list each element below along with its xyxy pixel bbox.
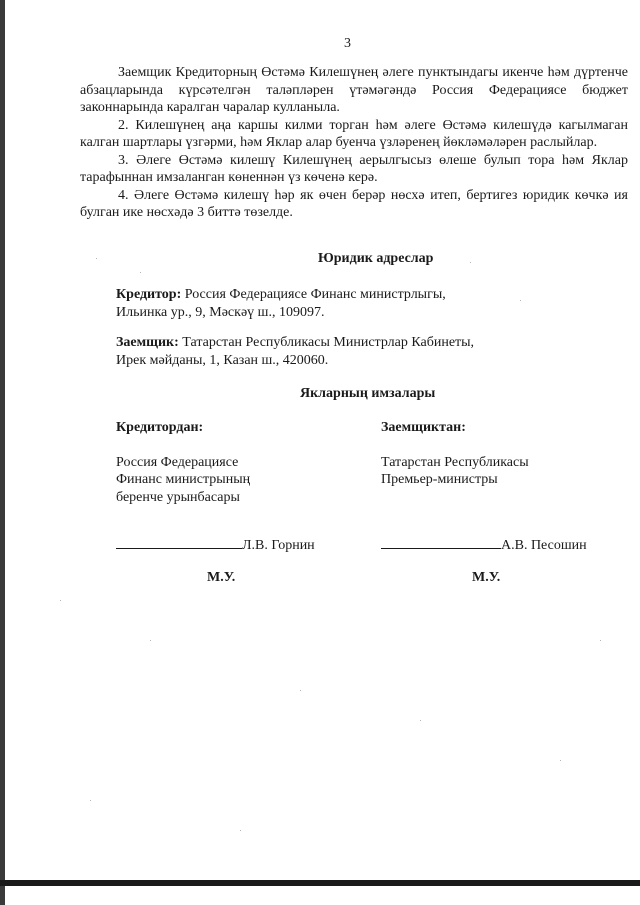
borrower-address-line2: Ирек мәйданы, 1, Казан ш., 420060.: [116, 352, 329, 368]
legal-addresses-heading: Юридик адреслар: [318, 251, 434, 266]
scan-speck: [60, 600, 61, 601]
scan-speck: [470, 262, 471, 263]
paragraph-3: 3. Әлеге Өстәмә килешү Килешүнең аерылгысыз өлеше булып тора һәм Яклар тарафыннан имзаланган көненнән үз көченә керә.: [80, 152, 628, 185]
borrower-label: Заемщик:: [116, 335, 179, 350]
creditor-caption: Кредитордан:: [116, 420, 204, 435]
creditor-signature-rule: [116, 536, 242, 549]
paragraph-1: Заемщик Кредиторның Өстәмә Килешүнең әлеге пунктындагы икенче һәм дүртенче абзацларында күрсәтелгән таләпләрен үтәмәгәндә Россия Федерациясе бюджет законнарында каралган чаралар кулланыла.: [80, 65, 628, 115]
borrower-sign-line2: Премьер-министры: [381, 472, 498, 487]
borrower-sign-line1: Татарстан Республикасы: [381, 454, 529, 470]
paragraph-4: 4. Әлеге Өстәмә килешү һәр як өчен берәр нөсхә итеп, бертигез юридик көчкә ия булган ике нөсхәдә 3 биттә төзелде.: [80, 187, 628, 220]
creditor-address-line1: [116, 286, 446, 304]
scan-speck: [96, 258, 97, 259]
creditor-address-line2: Ильинка ур., 9, Мәскәү ш., 109097.: [116, 304, 325, 320]
scan-bottom-edge: [0, 880, 640, 886]
scan-left-edge: [0, 0, 5, 905]
creditor-signature-block: [116, 419, 250, 506]
scan-speck: [240, 830, 241, 831]
borrower-signature-line: [381, 536, 587, 554]
creditor-sign-line2: Финанс министрының: [116, 472, 251, 487]
creditor-sign-line3: беренче урынбасары: [116, 489, 240, 505]
borrower-signatory-name: А.В. Песошин: [501, 538, 587, 553]
borrower-caption: Заемщиктан:: [381, 420, 466, 435]
scan-speck: [520, 300, 521, 301]
scan-speck: [420, 720, 421, 721]
creditor-address: [116, 286, 446, 321]
creditor-name: Россия Федерациясе Финанс министрлыгы,: [184, 287, 446, 302]
scan-speck: [300, 690, 301, 691]
scan-speck: [600, 640, 601, 641]
borrower-address-line1: [116, 334, 474, 352]
creditor-label: Кредитор:: [116, 287, 182, 302]
creditor-seal-label: М.У.: [207, 570, 236, 585]
borrower-name: Татарстан Республикасы Министрлар Кабинеты,: [182, 335, 475, 350]
borrower-seal-label: М.У.: [472, 570, 501, 585]
scan-speck: [560, 760, 561, 761]
creditor-sign-line1: Россия Федерациясе: [116, 454, 239, 470]
paragraph-2: 2. Килешүнең аңа каршы килми торган һәм әлеге Өстәмә килешүдә кагылмаган калган шартлары үзгәрми, һәм Яклар алар буенча үзләренең йөкләмәләрен раслыйлар.: [80, 117, 628, 150]
scan-speck: [150, 640, 151, 641]
signatures-heading: Якларның имзалары: [300, 386, 436, 401]
scan-speck: [140, 272, 141, 273]
body-text: [80, 64, 628, 222]
borrower-signature-rule: [381, 536, 501, 549]
borrower-address: [116, 334, 474, 369]
borrower-signature-block: [381, 419, 529, 489]
creditor-signatory-name: Л.В. Горнин: [242, 538, 315, 553]
page-number: 3: [344, 36, 351, 51]
creditor-signature-line: [116, 536, 315, 554]
scan-speck: [90, 800, 91, 801]
